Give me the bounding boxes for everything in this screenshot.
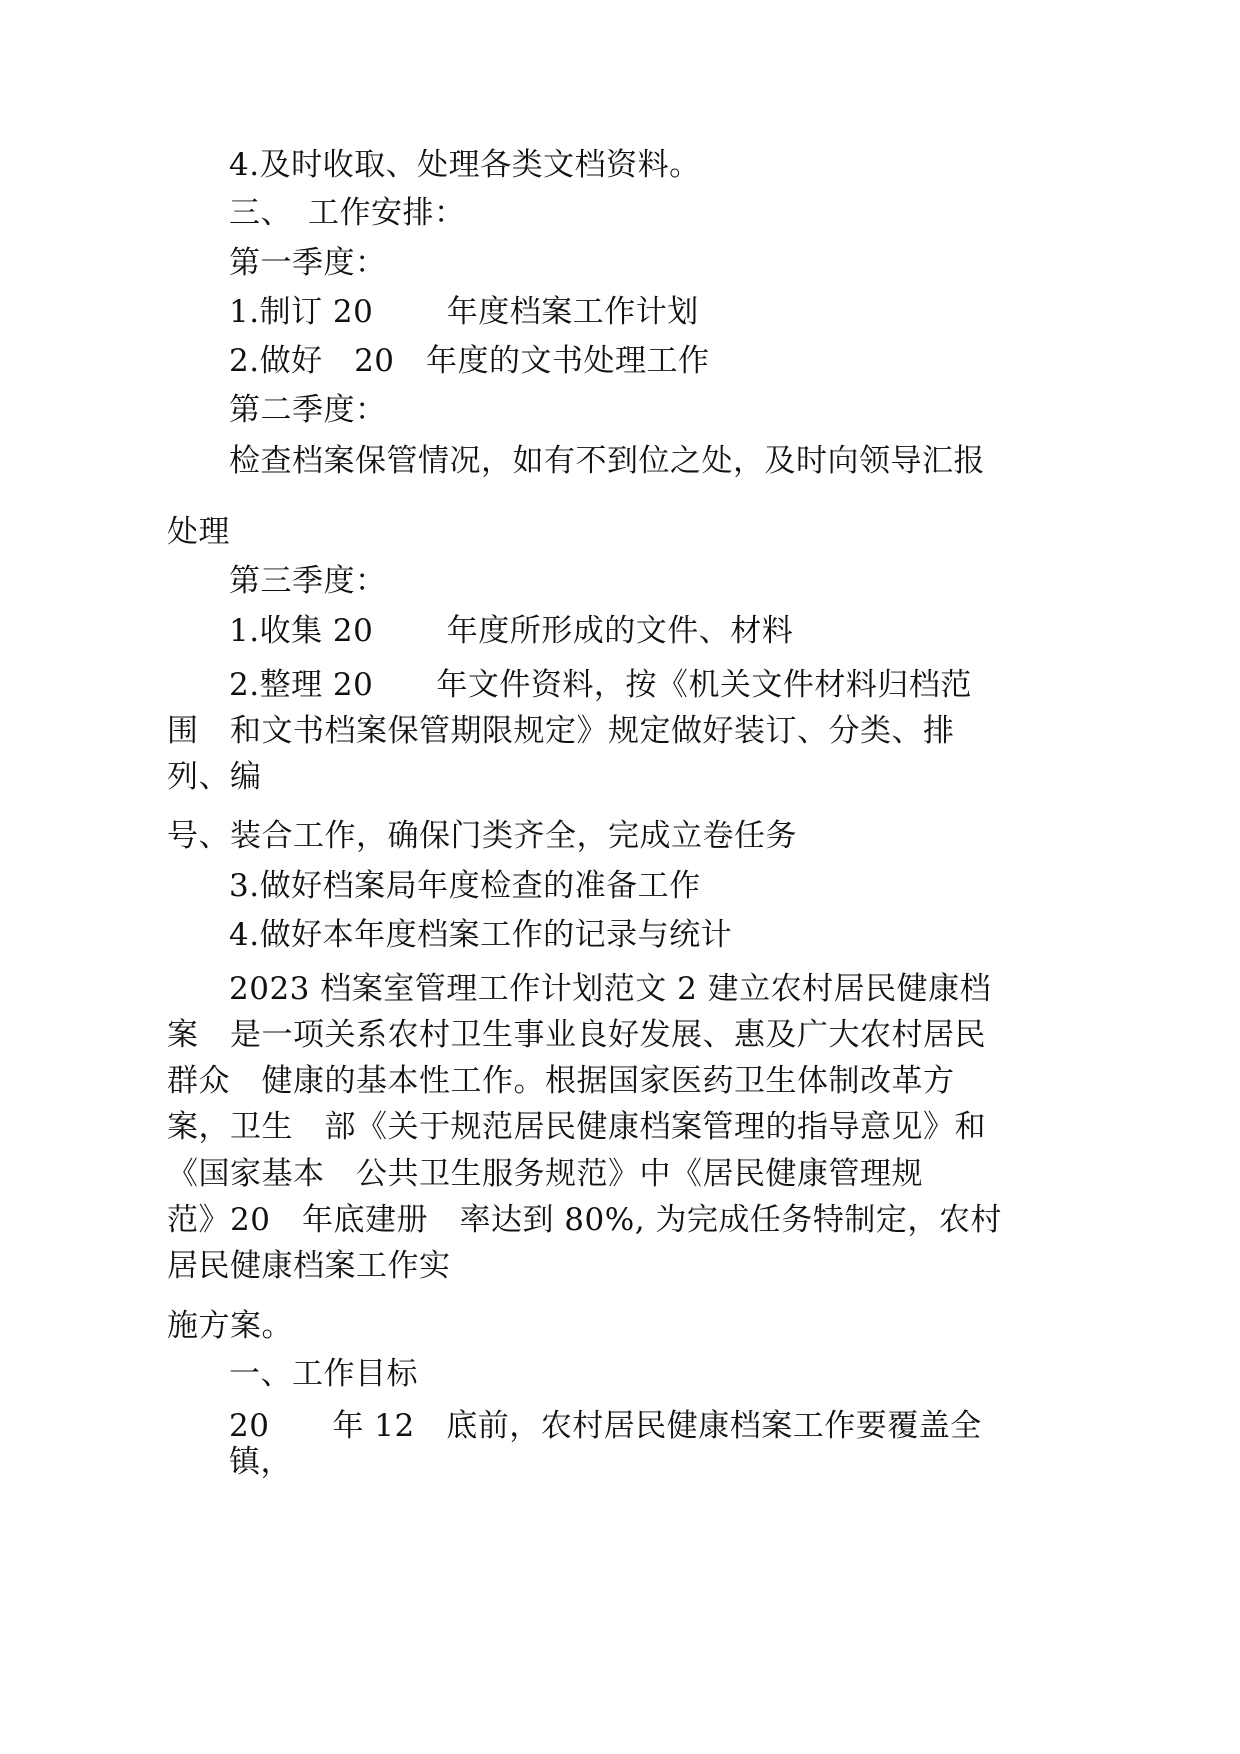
text-line: 2.做好 20 年度的文书处理工作 — [229, 343, 710, 379]
paragraph-line: 案，卫生 部《关于规范居民健康档案管理的指导意见》和 — [167, 1109, 986, 1145]
paragraph-line: 施方案。 — [167, 1308, 293, 1344]
section-heading: 三、 工作安排： — [229, 195, 466, 231]
text-line: 列、编 — [167, 759, 262, 795]
paragraph-line: 群众 健康的基本性工作。根据国家医药卫生体制改革方 — [167, 1063, 955, 1099]
text-line: 4.及时收取、处理各类文档资料。 — [229, 147, 701, 183]
text-line: 镇， — [229, 1444, 292, 1480]
subheading: 第二季度： — [229, 392, 387, 428]
paragraph-line: 案 是一项关系农村卫生事业良好发展、惠及广大农村居民 — [167, 1017, 986, 1053]
paragraph-line: 范》20 年底建册 率达到 80%, 为完成任务特制定，农村 — [167, 1202, 1002, 1238]
subheading: 第三季度： — [229, 563, 387, 599]
text-line: 1.制订 20 年度档案工作计划 — [229, 294, 699, 330]
text-line: 围 和文书档案保管期限规定》规定做好装订、分类、排 — [167, 713, 955, 749]
subheading: 第一季度： — [229, 245, 387, 281]
section-heading: 一、工作目标 — [229, 1356, 418, 1392]
paragraph-line: 《国家基本 公共卫生服务规范》中《居民健康管理规 — [167, 1156, 923, 1192]
paragraph-line: 2023 档案室管理工作计划范文 2 建立农村居民健康档 — [229, 971, 992, 1007]
text-line: 1.收集 20 年度所形成的文件、材料 — [229, 613, 794, 649]
text-line: 3.做好档案局年度检查的准备工作 — [229, 868, 701, 904]
text-line: 号、装合工作，确保门类齐全，完成立卷任务 — [167, 818, 797, 854]
text-line: 处理 — [167, 514, 230, 550]
paragraph-line: 居民健康档案工作实 — [167, 1248, 451, 1284]
text-line: 检查档案保管情况，如有不到位之处，及时向领导汇报 — [229, 443, 985, 479]
text-line: 20 年 12 底前，农村居民健康档案工作要覆盖全 — [229, 1408, 982, 1444]
text-line: 2.整理 20 年文件资料，按《机关文件材料归档范 — [229, 667, 972, 703]
text-line: 4.做好本年度档案工作的记录与统计 — [229, 917, 733, 953]
